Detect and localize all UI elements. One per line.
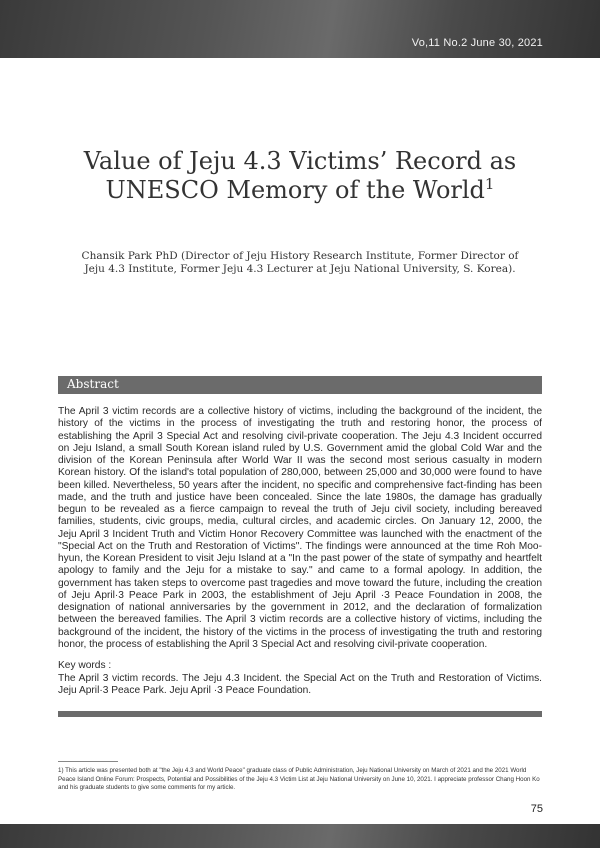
keywords-label: Key words : (58, 660, 112, 671)
title-footnote-mark[interactable]: 1 (484, 175, 495, 193)
article-title (60, 147, 540, 205)
keywords-text: The April 3 victim records. The Jeju 4.3 Incident. the Special Act on the Truth and Restoration of Victims. Jeju April·3 Peace Park. Jeju April ·3 Peace Foundation. (58, 673, 542, 697)
footnote: 1) This article was presented both at "the Jeju 4.3 and World Peace" graduate class of Public Administration, Jeju National University on March of 2021 and the 2021 World Peace Island Online Forum: Prospects, Potential and Possibilities of the Jeju 4.3 Victim List at Jeju National University on June 10, 2021. I appreciate professor Chang Hoon Ko and his graduate students to give some comments for my article. (58, 767, 540, 791)
header-band (0, 0, 600, 58)
footer-band (0, 824, 600, 848)
author-line: Chansik Park PhD (Director of Jeju History Research Institute, Former Director of Jeju 4.3 Institute, Former Jeju 4.3 Lecturer at Jeju National University, S. Korea). (81, 250, 519, 275)
footnote-divider (58, 761, 118, 762)
article-title-text: Value of Jeju 4.3 Victims’ Record as UNESCO Memory of the World (83, 147, 517, 204)
abstract-heading: Abstract (67, 377, 119, 391)
page-number: 75 (530, 803, 543, 815)
abstract-body: The April 3 victim records are a collective history of victims, including the background of the incident, the history of the victims in the process of investigating the truth and restoring honor, the process of establishing the April 3 Special Act and resolving civil-private cooperation. The Jeju 4.3 Incident occurred on Jeju Island, a small South Korean island ruled by U.S. Government amid the global Cold War and the division of the Korean Peninsula after World War II was the second most serious casualty in modern Korean history. Of the island's total population of 280,000, between 25,000 and 30,000 were found to have been killed. Nevertheless, 50 years after the incident, no specific and comprehensive fact-finding has been made, and the truth and justice have been concealed. Since the late 1980s, the damage has gradually begun to be revealed as a fierce campaign to reveal the truth of Jeju civil society, including bereaved families, students, civic groups, media, cultural circles, and academic circles. On January 12, 2000, the Jeju April 3 Incident Truth and Victim Honor Recovery Committee was launched with the enactment of the "Special Act on the Truth and Restoration of Victims". The findings were announced at the time Roh Moo-hyun, the Korean President to visit Jeju Island at a "In the past power of the state of sympathy and heartfelt apology to family and the Jeju for a mistake to say." and came to a formal apology. In addition, the government has taken steps to overcome past tragedies and move toward the future, including the creation of Jeju April·3 Peace Park in 2003, the establishment of Jeju April ·3 Peace Foundation in 2008, the designation of national anniversaries by the government in 2012, and the declaration of formalization between the bereaved families. The April 3 victim records are a collective history of victims, including the background of the incident, the history of the victims in the process of investigating the truth and restoring honor, the process of establishing the April 3 Special Act and resolving civil-private cooperation. (58, 406, 542, 650)
issue-info: Vo,11 No.2 June 30, 2021 (411, 37, 543, 49)
section-divider (58, 711, 542, 717)
abstract-heading-bar (58, 376, 542, 394)
